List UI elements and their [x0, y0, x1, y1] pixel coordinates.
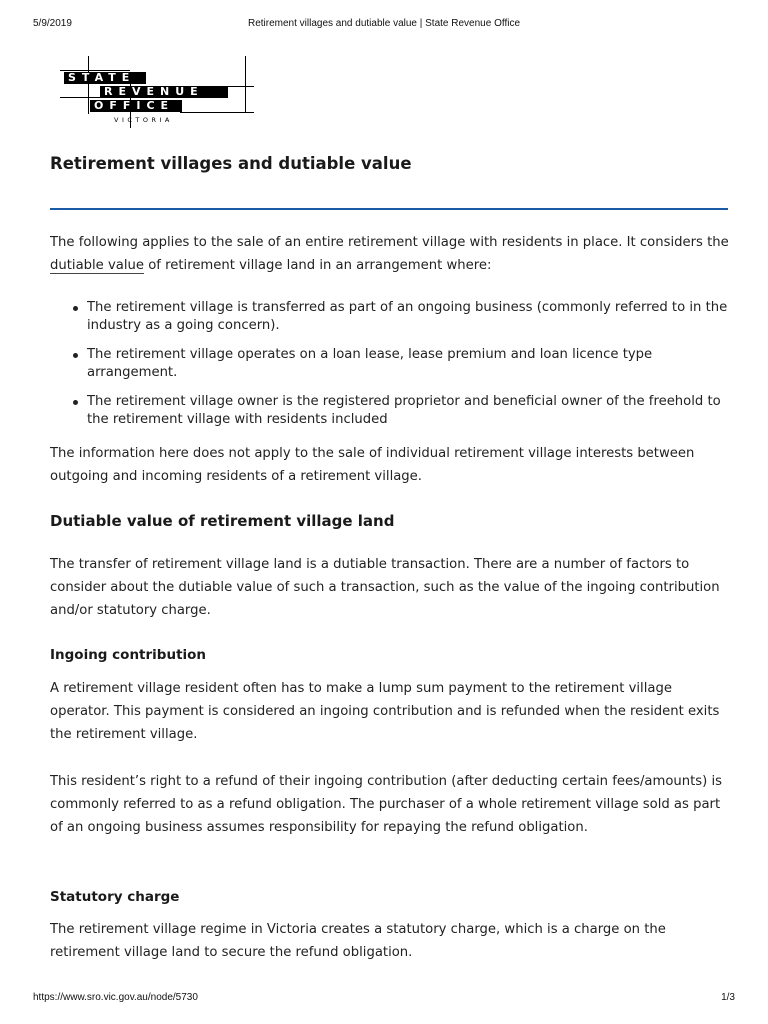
statutory-text: The retirement village regime in Victoria creates a statutory charge, which is a charge on the retirement village land to secure the refund obligation.	[50, 922, 666, 960]
title-divider	[50, 208, 728, 210]
print-footer	[33, 992, 735, 1006]
logo-victoria: VICTORIA	[114, 116, 173, 124]
logo-rule	[88, 56, 89, 114]
dutiable-value-link[interactable]: dutiable value	[50, 258, 145, 273]
ingoing-paragraph-2	[50, 770, 730, 839]
list-item: The retirement village operates on a loan lease, lease premium and loan licence type arrangement.	[87, 346, 730, 382]
list-item: The retirement village owner is the registered proprietor and beneficial owner of the freehold to the retirement village with residents included	[87, 393, 730, 429]
intro-paragraph	[50, 231, 730, 277]
section-heading-dutiable-value: Dutiable value of retirement village land	[50, 512, 395, 530]
print-header	[33, 18, 735, 32]
print-date: 5/9/2019	[33, 18, 72, 29]
ingoing-text-2: This resident’s right to a refund of their ingoing contribution (after deducting certain fees/amounts) is commonly referred to as a refund obligation. The purchaser of a whole retirement village sold as part of an ongoing business assumes responsibility for repaying the refund obligation.	[50, 774, 723, 835]
section-heading-ingoing-contribution: Ingoing contribution	[50, 647, 207, 663]
logo-office: OFFICE	[90, 100, 182, 112]
dutiable-value-paragraph	[50, 553, 730, 622]
logo-rule	[245, 56, 246, 112]
sro-logo[interactable]	[60, 56, 260, 132]
note-text: The information here does not apply to the sale of individual retirement village interests between outgoing and incoming residents of a retirement village.	[50, 446, 695, 484]
ingoing-paragraph-1	[50, 677, 730, 746]
logo-rule	[180, 112, 254, 113]
conditions-list	[50, 299, 730, 440]
statutory-paragraph	[50, 918, 730, 964]
print-url: https://www.sro.vic.gov.au/node/5730	[33, 992, 198, 1003]
intro-text-1: The following applies to the sale of an entire retirement village with residents in place. It considers the	[50, 235, 729, 250]
note-paragraph	[50, 442, 730, 488]
list-item: The retirement village is transferred as part of an ongoing business (commonly referred to in the industry as a going concern).	[87, 299, 730, 335]
intro-text-2: of retirement village land in an arrangement where:	[144, 258, 492, 273]
page-title: Retirement villages and dutiable value	[50, 154, 412, 173]
logo-revenue: REVENUE	[100, 86, 228, 98]
dutiable-value-text: The transfer of retirement village land is a dutiable transaction. There are a number of factors to consider about the dutiable value of such a transaction, such as the value of the ingoing contribution and/or statutory charge.	[50, 557, 720, 618]
print-page-title: Retirement villages and dutiable value | State Revenue Office	[247, 18, 521, 29]
print-page-number: 1/3	[721, 992, 735, 1003]
ingoing-text-1: A retirement village resident often has to make a lump sum payment to the retirement village operator. This payment is considered an ingoing contribution and is refunded when the resident exits the retirement village.	[50, 681, 720, 742]
page-header	[50, 152, 730, 176]
logo-state: STATE	[64, 72, 146, 84]
section-heading-statutory-charge: Statutory charge	[50, 889, 180, 905]
